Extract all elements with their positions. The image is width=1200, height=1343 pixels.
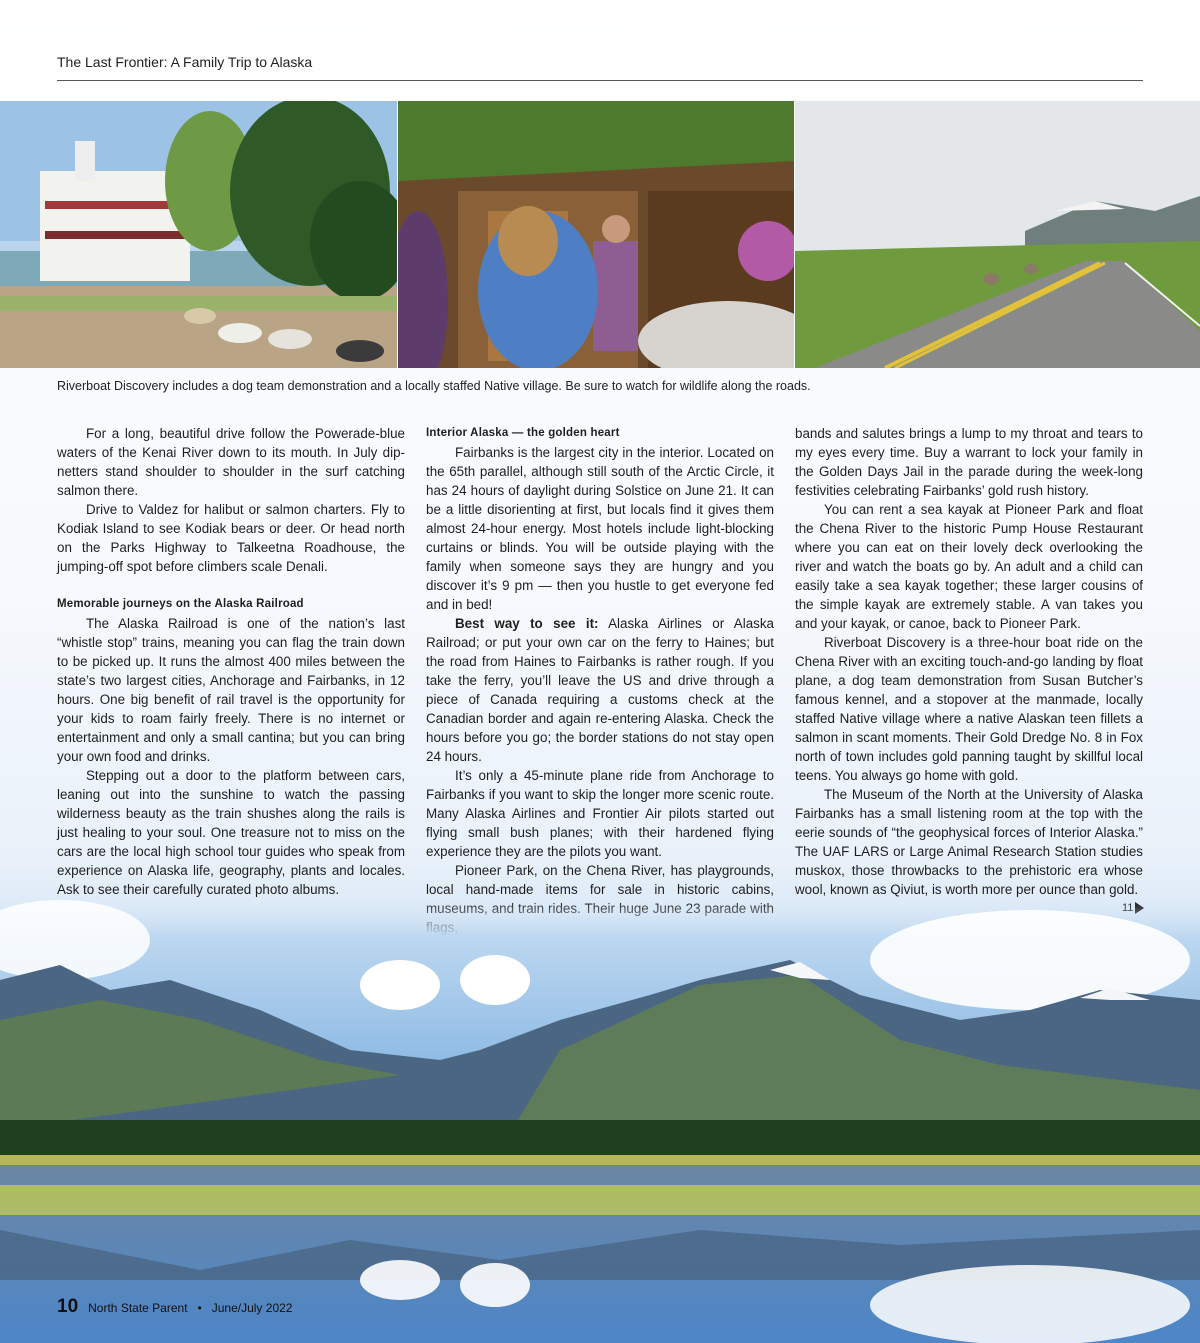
paragraph: For a long, beautiful drive follow the Powerade-blue waters of the Kenai River down to its mouth. In July dip-netters stand shoulder to shoulder in the surf catching salmon there. <box>57 426 405 498</box>
native-village-photo <box>398 101 794 368</box>
paragraph: Riverboat Discovery is a three-hour boat ride on the Chena River with an exciting touch-and-go landing by float plane, a dog team demonstration from Susan Butcher’s famous kennel, and a stopover at the manmade, locally staffed Native village where a native Alaskan teen fillets a salmon in scant moments. Their Gold Dredge No. 8 in Fox north of town includes gold panning taught by skillful local teens. You always go home with gold. <box>795 635 1143 783</box>
mountain-lake-photo <box>0 900 1200 1343</box>
paragraph-text: Alaska Airlines or Alaska Railroad; or put your own car on the ferry to Haines; but the road from Haines to Fairbanks is rather rough. If you take the ferry, you’ll leave the US and drive through a piece of Canada requiring a customs check at the Canadian border and again re-entering Alaska. Check the hours before you go; the border stations do not stay open 24 hours. <box>426 616 774 764</box>
paragraph: Stepping out a door to the platform between cars, leaning out into the sunshine to watch the passing wilderness beauty as the train shushes along the rails is just healing to your soul. One treasure not to miss on the cars are the local high school tour guides who speak from experience on Alaska life, geography, plants and locales. Ask to see their carefully curated photo albums. <box>57 768 405 897</box>
road-caribou-photo <box>795 101 1200 368</box>
column-2 <box>426 424 774 937</box>
paragraph <box>426 614 774 766</box>
paragraph: bands and salutes brings a lump to my throat and tears to my eyes every time. Buy a warrant to lock your family in the Golden Days Jail in the parade during the week-long festivities celebrating Fairbanks’ gold rush history. <box>795 426 1143 498</box>
publication-name: North State Parent <box>88 1301 188 1315</box>
paragraph: It’s only a 45-minute plane ride from Anchorage to Fairbanks if you want to skip the longer more scenic route. Many Alaska Airlines and Frontier Air pilots started out flying small bush planes; with their hardened flying experience they are the pilots you want. <box>426 768 774 859</box>
header-divider <box>57 80 1143 81</box>
best-way-label: Best way to see it: <box>455 616 599 631</box>
issue-date: June/July 2022 <box>211 1301 293 1315</box>
running-title: The Last Frontier: A Family Trip to Alaska <box>57 54 313 70</box>
column-3 <box>795 424 1143 899</box>
page-number: 10 <box>57 1296 79 1317</box>
page-footer <box>57 1296 292 1318</box>
footer-separator: • <box>197 1301 202 1315</box>
paragraph: Pioneer Park, on the Chena River, has playgrounds, local hand-made items for sale in historic cabins, <box>426 863 774 897</box>
paragraph: Fairbanks is the largest city in the interior. Located on the 65th parallel, although still south of the Arctic Circle, it has 24 hours of daylight during Solstice on June 21. It can be a little disorienting at first, but locals find it gives them almost 24-hour energy. Most hotels include light-blocking curtains or blinds. You will be outside playing with the family when someone says they are hungry and you discover it’s 9 pm — then you hustle to get everyone fed and in bed! <box>426 445 774 612</box>
paragraph: The Museum of the North at the University of Alaska Fairbanks has a small listening room at the top with the eerie sounds of “the geophysical forces of Interior Alaska.” The UAF LARS or Large Animal Research Station studies muskox, those throwbacks to the prehistoric era whose wool, known as Qiviut, is worth more per ounce than gold. <box>795 787 1143 897</box>
paragraph: You can rent a sea kayak at Pioneer Park and float the Chena River to the historic Pump House Restaurant where you can eat on their lovely deck overlooking the river and watch the boats go by. An adult and a child can easily take a sea kayak together; these larger cousins of the simple kayak are extremely stable. A van takes you and your kayak, or canoe, back to Pioneer Park. <box>795 502 1143 631</box>
paragraph: The Alaska Railroad is one of the nation’s last “whistle stop” trains, meaning you can flag the train down to be picked up. It runs the almost 400 miles between the state’s two largest cities, Anchorage and Fairbanks, in 12 hours. One big benefit of rail travel is the opportunity for your kids to roam fairly freely. There is no internet or entertainment and only a small cantina; but you can bring your own food and drinks. <box>57 616 405 764</box>
column-1 <box>57 424 405 899</box>
riverboat-photo <box>0 101 397 368</box>
section-heading-interior: Interior Alaska — the golden heart <box>426 427 620 439</box>
paragraph: Drive to Valdez for halibut or salmon charters. Fly to Kodiak Island to see Kodiak bears or deer. Or head north on the Parks Highway to Talkeetna Roadhouse, the jumping-off spot before climbers scale Denali. <box>57 502 405 574</box>
section-heading-railroad: Memorable journeys on the Alaska Railroad <box>57 598 304 610</box>
photo-caption: Riverboat Discovery includes a dog team demonstration and a locally staffed Native village. Be sure to watch for wildlife along the roads. <box>57 379 811 393</box>
